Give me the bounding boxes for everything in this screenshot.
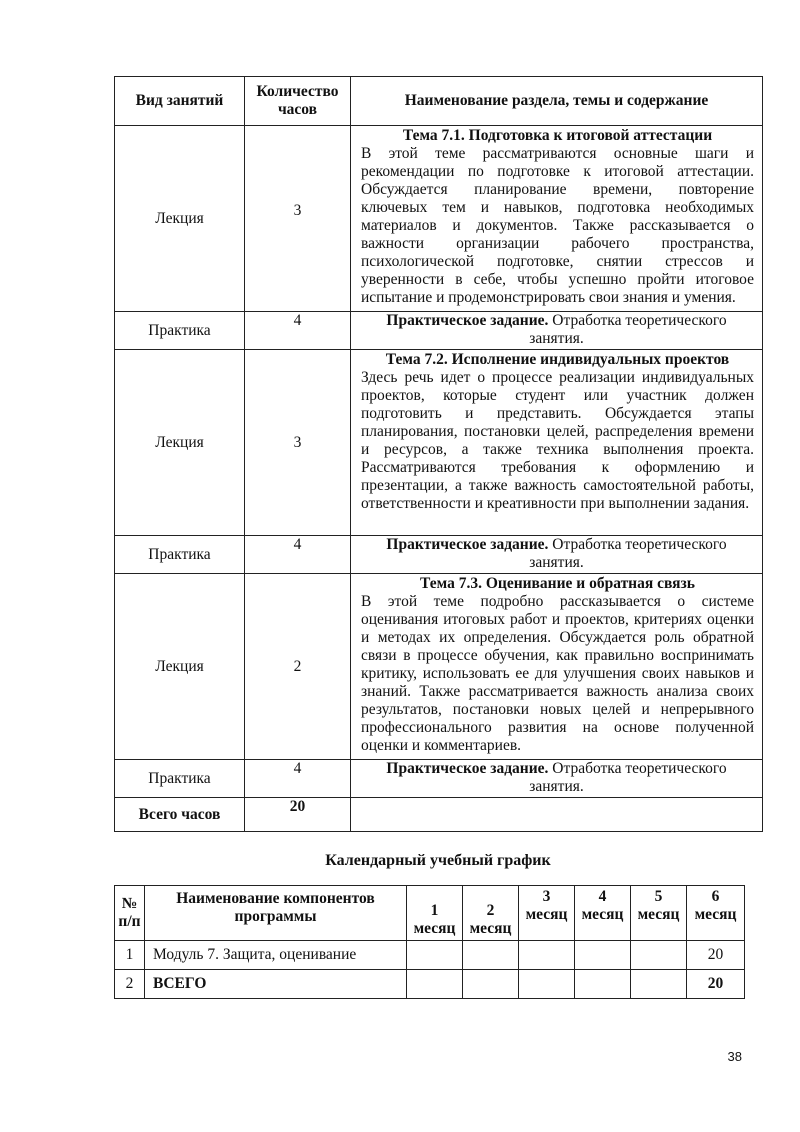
lesson-hours: 4 <box>245 536 351 574</box>
month-5-cell <box>631 970 687 999</box>
topic-content <box>351 126 763 312</box>
month-3-cell <box>519 970 575 999</box>
header-month-3: 3 месяц <box>519 886 575 941</box>
practice-text: Отработка теоретического занятия. <box>529 312 727 347</box>
practice-content <box>351 760 763 798</box>
topic-description: В этой теме подробно рассказывается о системе оценивания итоговых работ и проектов, критериях оценки и методах их определения. Обсуждается роль обратной связи в процессе обучения, как правильно воспринимать критику, использовать ее для улучшения своих навыков и знаний. Также рассматривается важность анализа своих результатов, постановки новых целей и непрерывного профессионального развития на основе полученной оценки и комментариев. <box>361 593 754 754</box>
header-type: Вид занятий <box>115 77 245 126</box>
header-month-5: 5 месяц <box>631 886 687 941</box>
header-month-1: 1 месяц <box>407 886 463 941</box>
page-number: 38 <box>727 1049 742 1064</box>
calendar-header-row <box>115 886 745 941</box>
calendar-title: Календарный учебный график <box>325 852 551 869</box>
lesson-hours: 4 <box>245 760 351 798</box>
header-number: № п/п <box>115 886 145 941</box>
table-row <box>115 350 763 536</box>
lesson-type: Лекция <box>115 574 245 760</box>
total-label: Всего часов <box>115 798 245 832</box>
table-header-row <box>115 77 763 126</box>
program-content-table <box>114 76 763 832</box>
topic-description: В этой теме рассматриваются основные шаги и рекомендации по подготовке к итоговой аттестации. Обсуждается планирование времени, повторение ключевых тем и навыков, подготовка необходимых материалов и документов. Также рассказывается о важности организации рабочего пространства, психологической подготовке, снятии стрессов и уверенности в себе, чтобы успешно пройти итоговое испытание и продемонстрировать свои знания и умения. <box>361 145 754 306</box>
lesson-hours: 4 <box>245 312 351 350</box>
month-1-cell <box>407 941 463 970</box>
practice-text: Отработка теоретического занятия. <box>529 536 727 571</box>
total-hours: 20 <box>245 798 351 832</box>
table-row <box>115 536 763 574</box>
table-row <box>115 970 745 999</box>
month-4-cell <box>575 970 631 999</box>
header-component-name: Наименование компонентов программы <box>145 886 407 941</box>
component-name: ВСЕГО <box>145 970 407 999</box>
topic-title: Тема 7.3. Оценивание и обратная связь <box>420 575 695 592</box>
table-row <box>115 941 745 970</box>
practice-content <box>351 536 763 574</box>
topic-description: Здесь речь идет о процессе реализации индивидуальных проектов, которые студент или участник должен подготовить и представить. Обсуждается этапы планирования, постановки целей, распределения времени и ресурсов, а также техника выполнения проекта. Рассматриваются требования к оформлению и презентации, а также важность самостоятельной работы, ответственности и креативности при выполнении задания. <box>361 369 754 512</box>
lesson-type: Лекция <box>115 126 245 312</box>
table-row <box>115 126 763 312</box>
practice-label: Практическое задание. <box>386 312 549 329</box>
lesson-hours: 2 <box>245 574 351 760</box>
header-month-4: 4 месяц <box>575 886 631 941</box>
topic-content <box>351 350 763 536</box>
practice-content <box>351 312 763 350</box>
topic-title: Тема 7.1. Подготовка к итоговой аттестации <box>402 127 713 144</box>
header-month-2: 2 месяц <box>463 886 519 941</box>
lesson-type: Лекция <box>115 350 245 536</box>
header-month-6: 6 месяц <box>687 886 745 941</box>
table-row <box>115 760 763 798</box>
practice-label: Практическое задание. <box>386 536 549 553</box>
total-empty-cell <box>351 798 763 832</box>
total-row <box>115 798 763 832</box>
header-hours: Количество часов <box>245 77 351 126</box>
lesson-hours: 3 <box>245 126 351 312</box>
lesson-hours: 3 <box>245 350 351 536</box>
month-2-cell <box>463 941 519 970</box>
topic-content <box>351 574 763 760</box>
month-6-cell: 20 <box>687 941 745 970</box>
header-content: Наименование раздела, темы и содержание <box>351 77 763 126</box>
lesson-type: Практика <box>115 760 245 798</box>
month-6-cell: 20 <box>687 970 745 999</box>
row-number: 1 <box>115 941 145 970</box>
practice-text: Отработка теоретического занятия. <box>529 760 727 795</box>
lesson-type: Практика <box>115 536 245 574</box>
topic-title: Тема 7.2. Исполнение индивидуальных проектов <box>385 351 730 368</box>
calendar-schedule-table <box>114 885 745 999</box>
month-4-cell <box>575 941 631 970</box>
month-5-cell <box>631 941 687 970</box>
month-1-cell <box>407 970 463 999</box>
row-number: 2 <box>115 970 145 999</box>
component-name: Модуль 7. Защита, оценивание <box>145 941 407 970</box>
month-3-cell <box>519 941 575 970</box>
practice-label: Практическое задание. <box>386 760 549 777</box>
lesson-type: Практика <box>115 312 245 350</box>
table-row <box>115 312 763 350</box>
month-2-cell <box>463 970 519 999</box>
table-row <box>115 574 763 760</box>
